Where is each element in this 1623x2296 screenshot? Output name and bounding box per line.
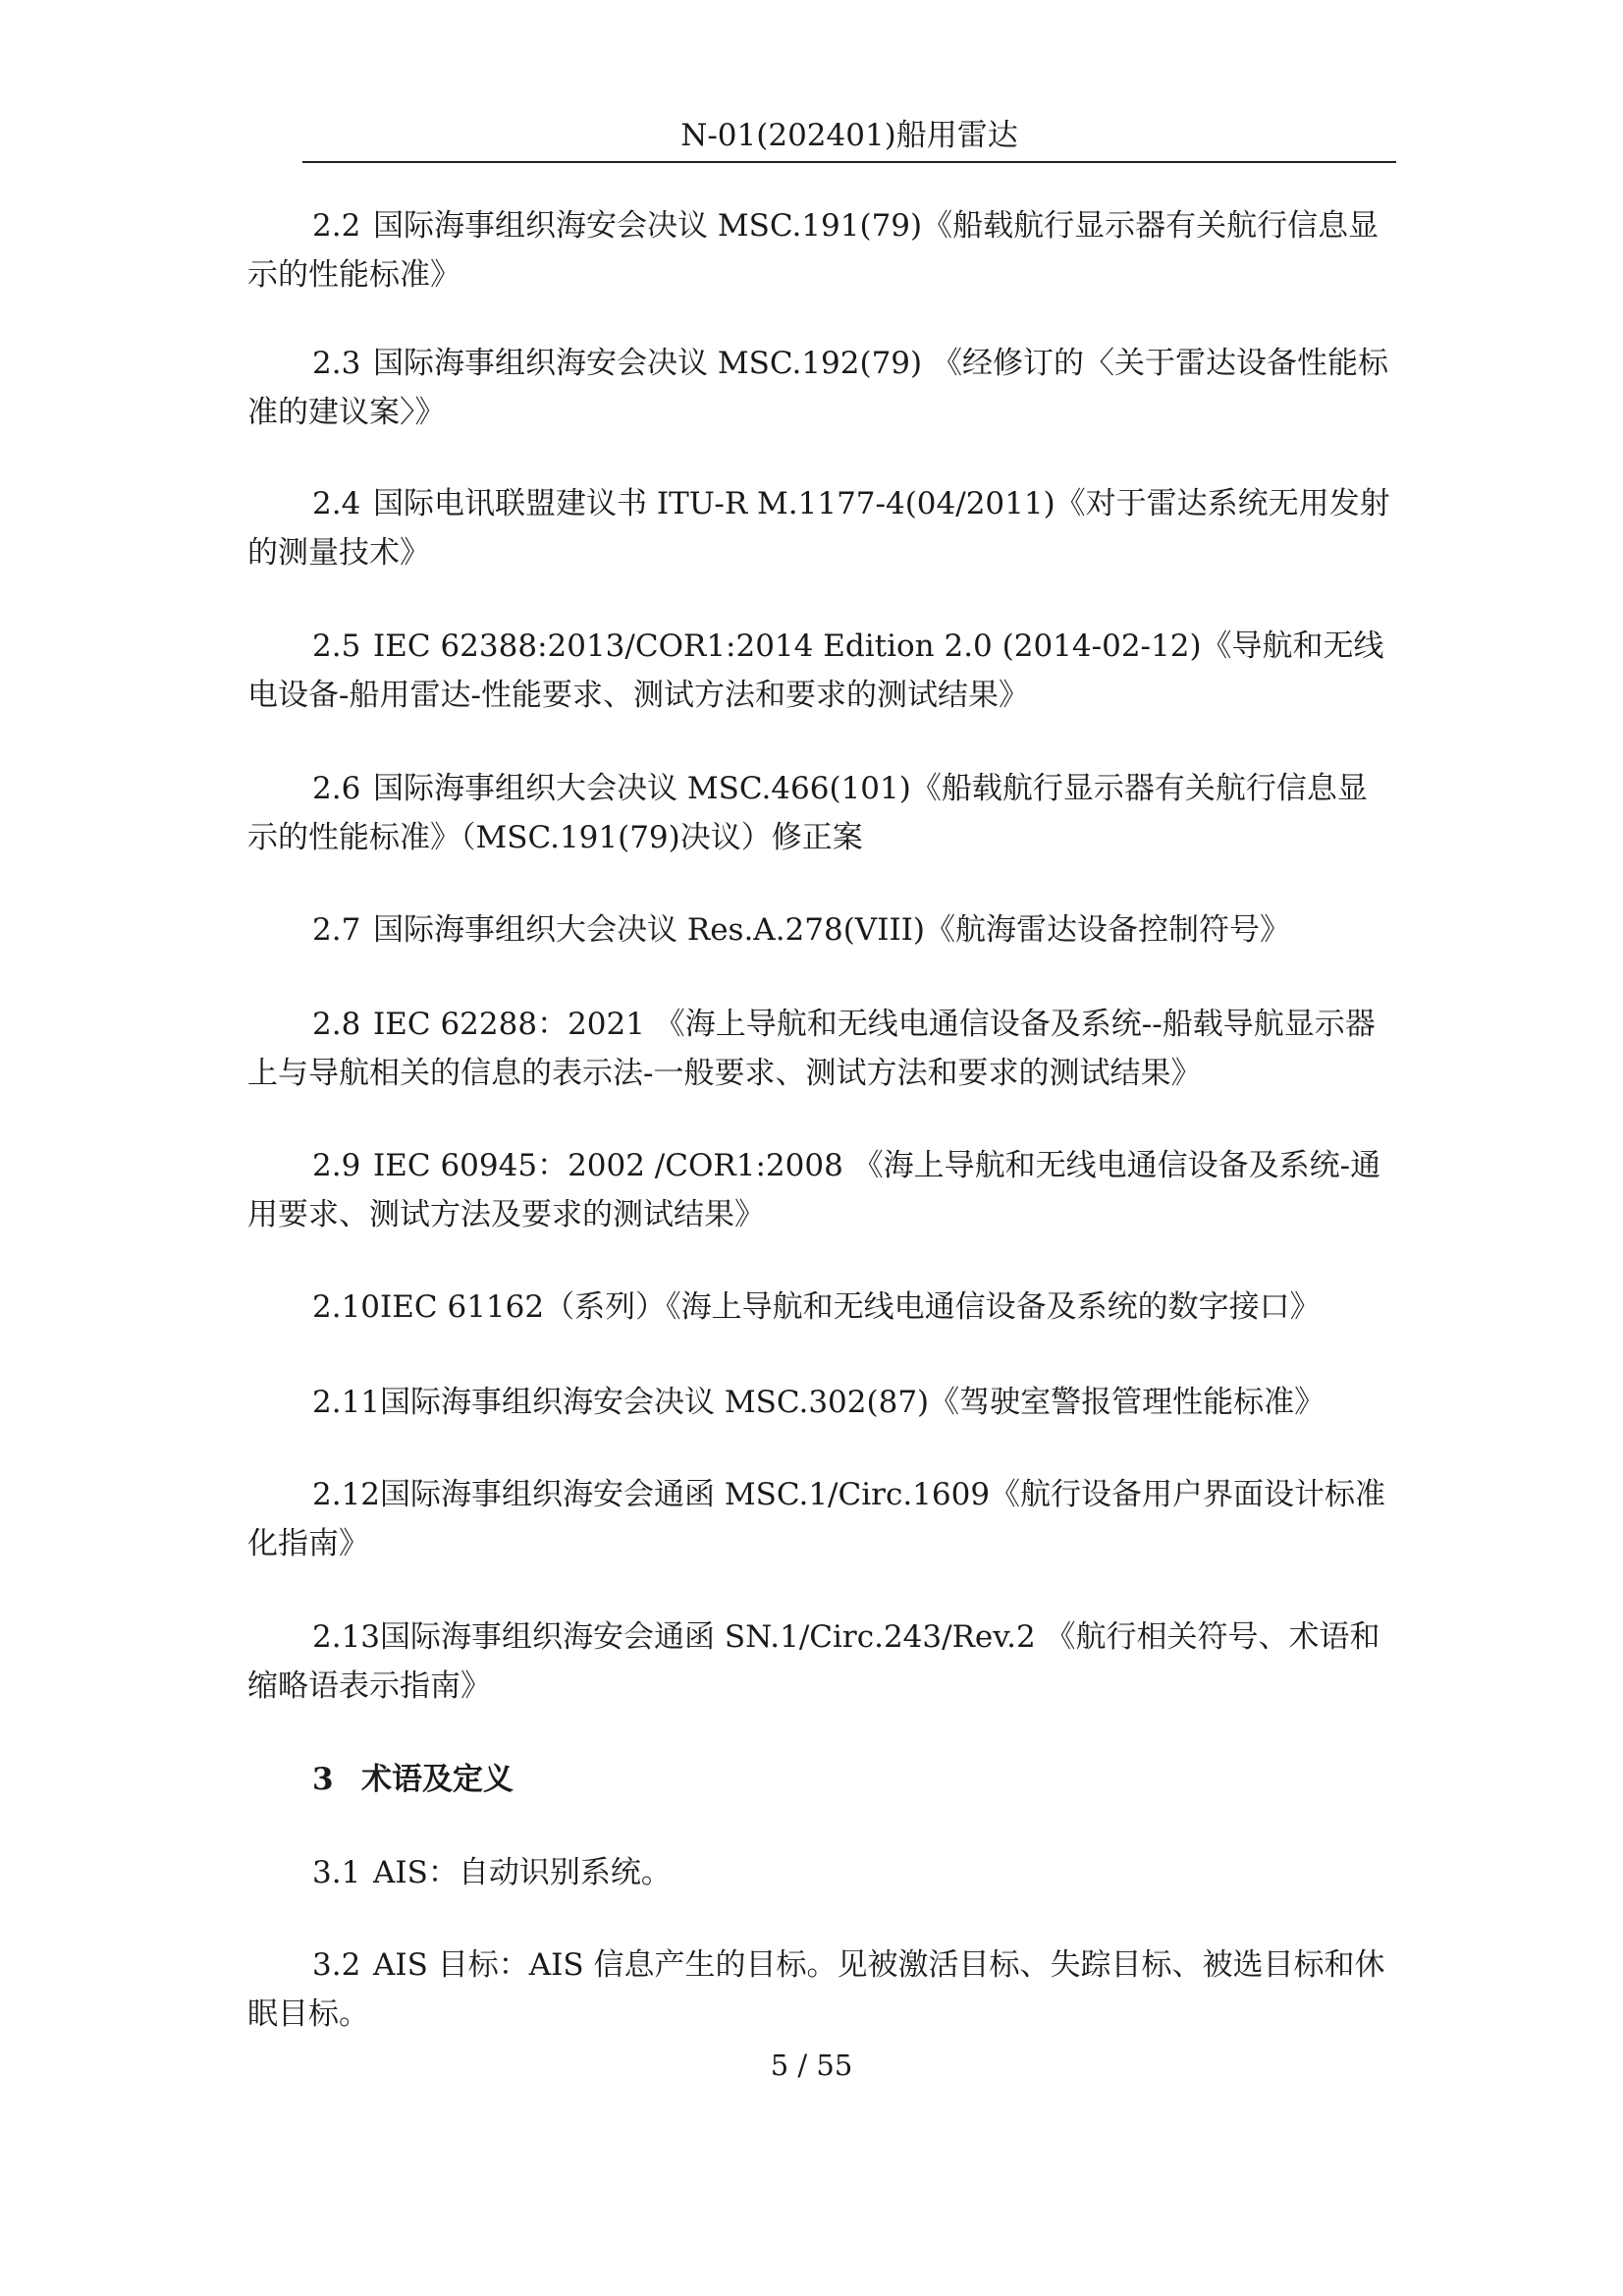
item-text: 国际海事组织大会决议 Res.A.278(VIII)《航海雷达设备控制符号》 [373,912,1291,948]
item-number: 2.4 [312,486,361,521]
item-number: 2.7 [312,912,361,948]
term-3-2 [247,1941,1396,2039]
list-item-2-9 [247,1141,1396,1239]
item-text: IEC 61162（系列）《海上导航和无线电通信设备及系统的数字接口》 [380,1289,1321,1325]
item-number: 2.9 [312,1148,361,1183]
item-text: 国际电讯联盟建议书 ITU-R M.1177-4(04/2011)《对于雷达系统无用发射的测量技术》 [247,486,1390,571]
item-number: 2.10 [312,1289,381,1325]
list-item-2-8 [247,1000,1396,1098]
list-item-2-7 [247,905,1396,955]
item-number: 2.3 [312,346,361,381]
item-text: 国际海事组织海安会决议 MSC.192(79) 《经修订的〈关于雷达设备性能标准的建议案〉》 [247,346,1388,430]
item-number: 3.1 [312,1855,361,1890]
list-item-2-2 [247,201,1396,300]
item-text: 国际海事组织大会决议 MSC.466(101)《船载航行显示器有关航行信息显示的性能标准》（MSC.191(79)决议）修正案 [247,771,1368,855]
list-item-2-11 [247,1378,1396,1427]
item-number: 2.2 [312,208,361,244]
item-number: 2.11 [312,1385,381,1420]
section-number: 3 [312,1762,334,1797]
item-text: 国际海事组织海安会通函 SN.1/Circ.243/Rev.2 《航行相关符号、术语和缩略语表示指南》 [247,1619,1380,1704]
item-text: 国际海事组织海安会通函 MSC.1/Circ.1609《航行设备用户界面设计标准化指南》 [247,1477,1386,1561]
term-3-1 [247,1848,1396,1897]
list-item-2-13 [247,1613,1396,1711]
list-item-2-10 [247,1283,1396,1332]
item-number: 3.2 [312,1947,361,1983]
item-number: 2.13 [312,1619,381,1655]
list-item-2-4 [247,479,1396,577]
list-item-2-12 [247,1470,1396,1568]
running-header: N-01(202401)船用雷达 [680,118,1018,153]
section-title: 术语及定义 [361,1762,514,1797]
item-text: AIS：自动识别系统。 [373,1855,672,1890]
item-text: IEC 62288：2021 《海上导航和无线电通信设备及系统--船载导航显示器上与导航相关的信息的表示法-一般要求、测试方法和要求的测试结果》 [247,1007,1376,1091]
item-text: 国际海事组织海安会决议 MSC.302(87)《驾驶室警报管理性能标准》 [380,1385,1325,1420]
item-text: IEC 62388:2013/COR1:2014 Edition 2.0 (2014-02-12)《导航和无线电设备-船用雷达-性能要求、测试方法和要求的测试结果》 [247,629,1384,713]
item-number: 2.6 [312,771,361,806]
item-number: 2.12 [312,1477,381,1512]
list-item-2-3 [247,339,1396,437]
item-text: AIS 目标：AIS 信息产生的目标。见被激活目标、失踪目标、被选目标和休眠目标。 [247,1947,1385,2032]
item-text: 国际海事组织海安会决议 MSC.191(79)《船载航行显示器有关航行信息显示的性能标准》 [247,208,1380,293]
item-number: 2.8 [312,1007,361,1042]
item-number: 2.5 [312,629,361,664]
section-heading-3 [247,1755,1396,1804]
list-item-2-5 [247,622,1396,720]
item-text: IEC 60945：2002 /COR1:2008 《海上导航和无线电通信设备及系统-通用要求、测试方法及要求的测试结果》 [247,1148,1381,1232]
page-number: 5 / 55 [770,2049,853,2082]
list-item-2-6 [247,764,1396,862]
header-rule [302,161,1396,163]
